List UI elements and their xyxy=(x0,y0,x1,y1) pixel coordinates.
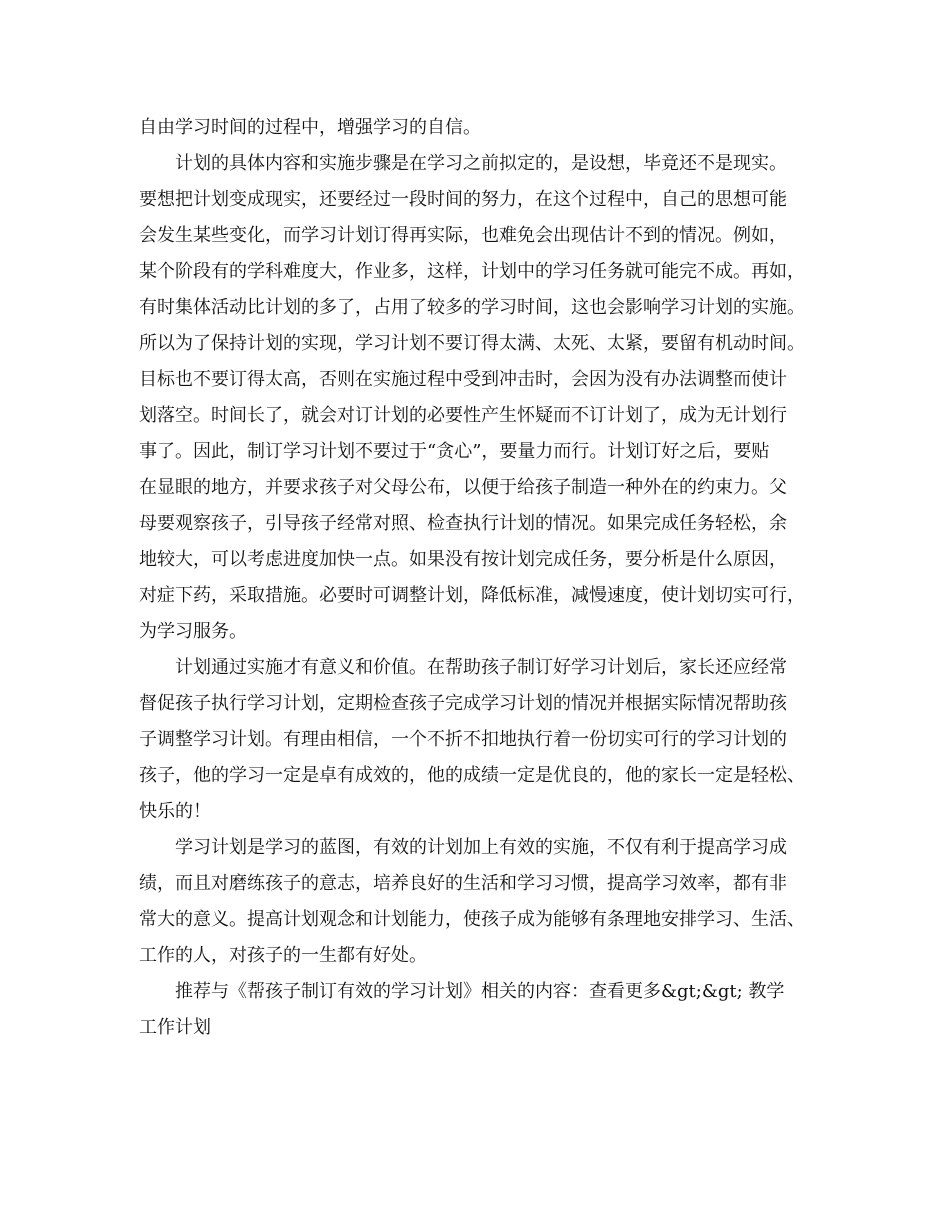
text-line: 划落空。时间长了，就会对订计划的必要性产生怀疑而不订计划了，成为无计划行 xyxy=(139,405,787,426)
text-line: 为学习服务。 xyxy=(139,621,247,642)
paragraph-first-line: 计划的具体内容和实施步骤是在学习之前拟定的，是设想，毕竟还不是现实。 xyxy=(175,153,787,174)
text-line: 要想把计划变成现实，还要经过一段时间的努力，在这个过程中，自己的思想可能 xyxy=(139,189,787,210)
paragraph-first-line: 学习计划是学习的蓝图，有效的计划加上有效的实施，不仅有利于提高学习成 xyxy=(175,837,787,858)
text-line: 母要观察孩子，引导孩子经常对照、检查执行计划的情况。如果完成任务轻松，余 xyxy=(139,513,787,534)
text-line: 督促孩子执行学习计划，定期检查孩子完成学习计划的情况并根据实际情况帮助孩 xyxy=(139,693,787,714)
text-line: 孩子，他的学习一定是卓有成效的，他的成绩一定是优良的，他的家长一定是轻松、 xyxy=(139,765,805,786)
text-line: 事了。因此，制订学习计划不要过于“贪心”，要量力而行。计划订好之后，要贴 xyxy=(139,441,770,462)
text-line: 在显眼的地方，并要求孩子对父母公布，以便于给孩子制造一种外在的约束力。父 xyxy=(139,477,787,498)
text-line: 工作的人，对孩子的一生都有好处。 xyxy=(139,945,427,966)
text-line: 某个阶段有的学科难度大，作业多，这样，计划中的学习任务就可能完不成。再如， xyxy=(139,261,805,282)
text-line: 目标也不要订得太高，否则在实施过程中受到冲击时，会因为没有办法调整而使计 xyxy=(139,369,787,390)
text-line: 会发生某些变化，而学习计划订得再实际，也难免会出现估计不到的情况。例如， xyxy=(139,225,787,246)
text-line: 对症下药，采取措施。必要时可调整计划，降低标准，减慢速度，使计划切实可行， xyxy=(139,585,805,606)
text-line: 自由学习时间的过程中，增强学习的自信。 xyxy=(139,117,481,138)
recommendation-line-continued: 工作计划 xyxy=(139,1017,211,1038)
text-line: 快乐的！ xyxy=(139,801,211,822)
text-line: 常大的意义。提高计划观念和计划能力，使孩子成为能够有条理地安排学习、生活、 xyxy=(139,909,805,930)
text-line: 所以为了保持计划的实现，学习计划不要订得太满、太死、太紧，要留有机动时间。 xyxy=(139,333,805,354)
recommendation-line: 推荐与《帮孩子制订有效的学习计划》相关的内容：查看更多&gt;&gt; 教学 xyxy=(175,981,785,1002)
text-line: 绩，而且对磨练孩子的意志，培养良好的生活和学习习惯，提高学习效率，都有非 xyxy=(139,873,787,894)
paragraph-first-line: 计划通过实施才有意义和价值。在帮助孩子制订好学习计划后，家长还应经常 xyxy=(175,657,787,678)
text-line: 子调整学习计划。有理由相信，一个不折不扣地执行着一份切实可行的学习计划的 xyxy=(139,729,787,750)
text-line: 有时集体活动比计划的多了，占用了较多的学习时间，这也会影响学习计划的实施。 xyxy=(139,297,805,318)
text-line: 地较大，可以考虑进度加快一点。如果没有按计划完成任务，要分析是什么原因， xyxy=(139,549,787,570)
